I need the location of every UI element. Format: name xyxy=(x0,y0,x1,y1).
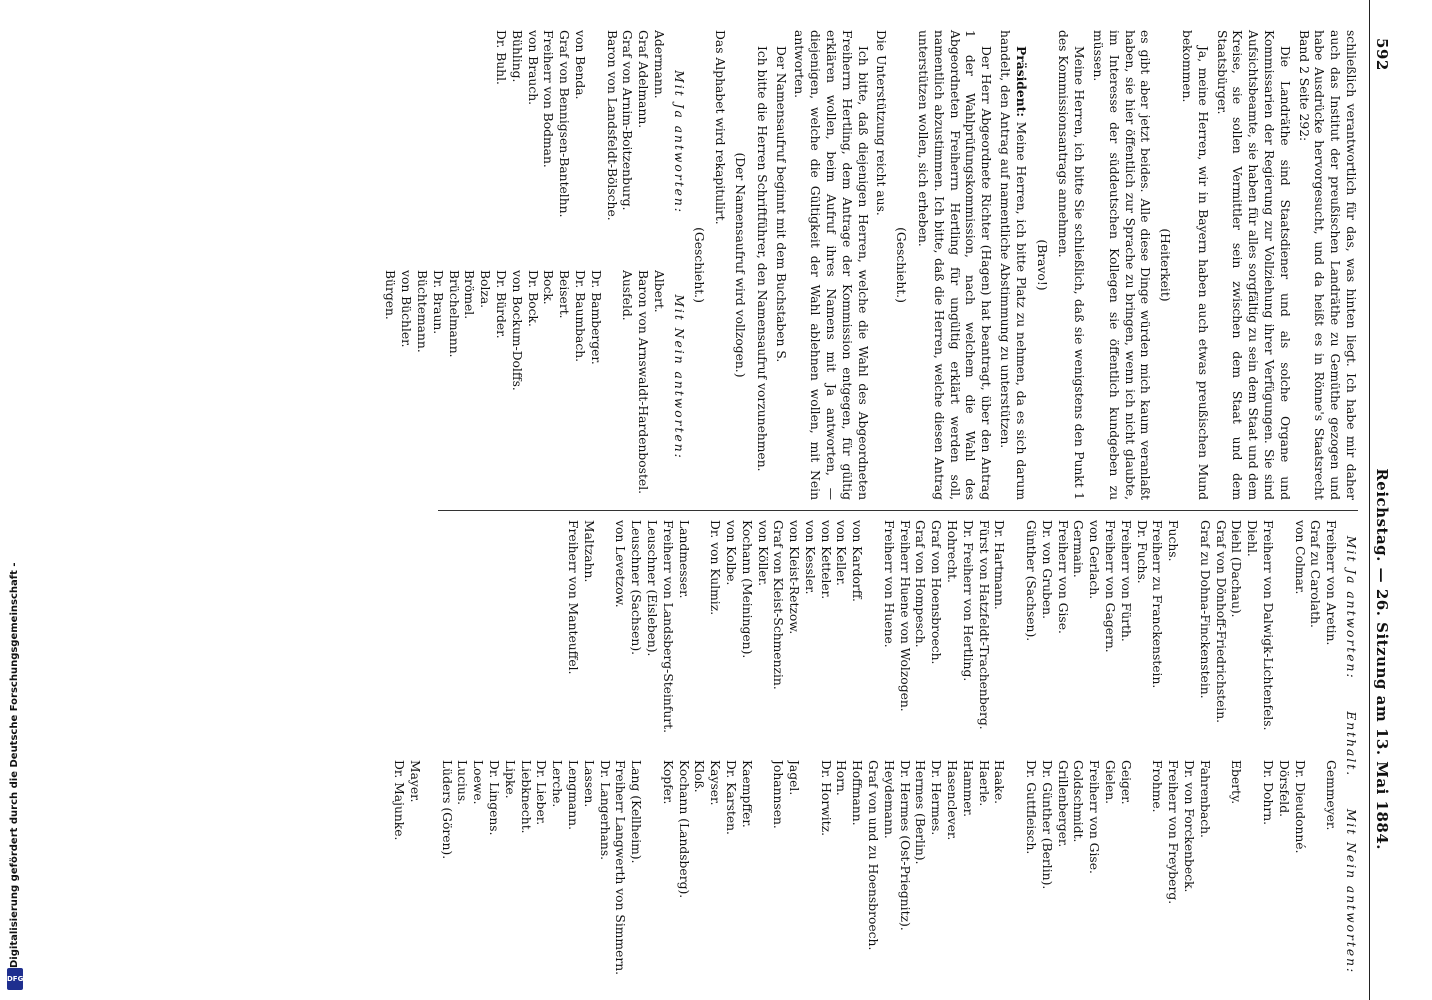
ja-name: Graf von Hoensbroech. xyxy=(929,520,944,665)
paragraph: Ich bitte, daß diejenigen Herren, welche die Wahl des Abgeordneten Freiherrn Hertling, dem Antrage der Kommission entgegen, für gültig erklären wollen, beim Aufruf ihres Namens mit Ja antworten, — diejenigen, welche die Gültigkeit der Wahl ablehnen wollen, mit Nein antworten. xyxy=(792,30,870,500)
page-title: Reichstag. — 26. Sitzung am 13. Mai 1884. xyxy=(1373,468,1391,850)
nein-name: Lipke. xyxy=(502,760,517,799)
nein-list xyxy=(382,270,666,500)
ja-name: Freiherr von Fürth. xyxy=(1118,520,1133,642)
ja-name: Dr. Buhl. xyxy=(493,30,508,85)
abstain-heading: Enthalt. xyxy=(1344,711,1358,778)
ja-list xyxy=(390,520,1338,750)
nein-name: Büchtemann. xyxy=(414,270,429,353)
nein-name: Dr. Dieudonné. xyxy=(1292,760,1307,854)
ja-name: von Kolbe. xyxy=(723,520,738,586)
ja-name: von Köller. xyxy=(755,520,770,587)
ja-name xyxy=(1006,520,1022,750)
nein-name: Dr. Baumbach. xyxy=(572,270,587,363)
page-header xyxy=(1369,0,1394,1000)
nein-list xyxy=(390,760,1338,990)
nein-name: Lang (Kellheim). xyxy=(629,760,644,864)
ja-name: Hohrecht. xyxy=(945,520,960,583)
nein-name xyxy=(1307,760,1323,990)
nein-name: Dr. Hermes (Ost-Priegnitz). xyxy=(897,760,912,931)
nein-name: Dr. Dohrn. xyxy=(1261,760,1276,826)
ja-name: Freiherr von Manteuffel. xyxy=(565,520,580,675)
nein-heading: Mit Nein antworten: xyxy=(671,294,686,460)
scanned-page-area xyxy=(40,0,1432,1000)
ja-name: Freiherr von Huene. xyxy=(881,520,896,648)
digitization-credit xyxy=(6,0,24,1000)
ja-name: von Gerlach. xyxy=(1087,520,1102,600)
ja-heading: Mit Ja antworten: xyxy=(671,70,686,214)
paragraph: schließlich verantwortlich für das, was hinten liegt. Ich habe mir daher auch das Institut der preußischen Landräthe zu Gemüthe gezogen und habe Ausdrücke hervorgesucht, und da heißt es in Rönne's Staatsrecht Band 2 Seite 292: xyxy=(1296,30,1358,500)
ja-name: von Ketteler. xyxy=(818,520,833,600)
left-column xyxy=(376,30,1358,500)
ja-name: Kochann (Meiningen). xyxy=(739,520,754,659)
nein-name: Kayser. xyxy=(708,760,723,806)
nein-name xyxy=(643,760,659,990)
ja-name: Graf Adelmann. xyxy=(636,30,651,129)
ja-name xyxy=(1275,520,1291,750)
ja-name: Dr. Fuchs. xyxy=(1134,520,1149,584)
right-column xyxy=(390,520,1358,990)
nein-name xyxy=(1212,760,1228,990)
ja-name: Freiherr zu Franckenstein. xyxy=(1150,520,1165,689)
nein-name: Gemmeyer. xyxy=(1324,760,1339,831)
nein-name: Lucius. xyxy=(455,760,470,806)
paragraph: Das Alphabet wird rekapitulirt. xyxy=(713,30,728,225)
ja-name: Graf zu Carolath. xyxy=(1308,520,1323,628)
nein-name: Dr. Karsten. xyxy=(723,760,738,835)
nein-name: Geiger. xyxy=(1118,760,1133,805)
nein-name: Loewe. xyxy=(471,760,486,805)
stage-direction: (Heiterkeit) xyxy=(1158,228,1173,302)
paragraph: Ich bitte die Herren Schriftführer, den Namensaufruf vorzunehmen. xyxy=(754,46,769,472)
ja-name: Dr. Freiherr von Hertling. xyxy=(960,520,975,682)
nein-name: Hermes (Berlin). xyxy=(913,760,928,865)
ja-name: Freiherr von Bodman. xyxy=(541,30,556,168)
nein-name: Dr. Horwitz. xyxy=(818,760,833,836)
ja-name: Dr. von Gruben. xyxy=(1039,520,1054,619)
ja-name: von Colmar. xyxy=(1292,520,1307,595)
ja-name: Dr. von Kulmiz. xyxy=(708,520,723,616)
ja-name: von Benda. xyxy=(572,30,587,100)
ja-name: Fürst von Hatzfeldt-Trachenberg. xyxy=(976,520,991,730)
vote-list-left xyxy=(382,30,686,500)
nein-name: Brömel. xyxy=(462,270,477,320)
ja-name xyxy=(587,30,603,260)
nein-name: Beisert. xyxy=(557,270,572,319)
nein-name: Dr. Guttfleisch. xyxy=(1024,760,1039,855)
credit-text: Digitalisierung gefördert durch die Deutsche Forschungsgemeinschaft - xyxy=(9,562,20,968)
ja-name: Germain. xyxy=(1071,520,1086,578)
ja-name: von Keller. xyxy=(834,520,849,586)
nein-name: von Büchler. xyxy=(399,270,414,348)
nein-name: Mayer. xyxy=(407,760,422,803)
ja-name: Graf von Arnim-Boitzenburg. xyxy=(620,30,635,211)
ja-name: Freiherr von Aretin. xyxy=(1324,520,1339,646)
page-number: 592 xyxy=(1373,38,1391,71)
nein-name: Lassen. xyxy=(581,760,596,808)
ja-name: Bühling. xyxy=(509,30,524,83)
nein-name xyxy=(801,760,817,990)
nein-name: Haerle. xyxy=(976,760,991,807)
nein-name xyxy=(1133,760,1149,990)
ja-name: Freiherr von Landsberg-Steinfurt. xyxy=(660,520,675,734)
ja-name: von Kessler. xyxy=(802,520,817,595)
ja-name: von Kardorff. xyxy=(850,520,865,602)
ja-name: von Levetzow. xyxy=(613,520,628,608)
stage-direction: (Geschieht.) xyxy=(691,227,706,303)
nein-name: Horn. xyxy=(834,760,849,796)
nein-name: Haake. xyxy=(992,760,1007,805)
nein-name xyxy=(1243,760,1259,990)
stage-direction: (Bravo!) xyxy=(1034,239,1049,291)
column-divider xyxy=(438,510,1358,511)
nein-name: Dr. Lieber. xyxy=(534,760,549,826)
vote-grid xyxy=(382,30,666,500)
nein-name: Kopfer. xyxy=(660,760,675,805)
nein-name: Freiherr Langwerth von Simmern. xyxy=(613,760,628,976)
nein-name: Dr. von Forckenbeck. xyxy=(1182,760,1197,893)
ja-name: Landmesser. xyxy=(676,520,691,599)
nein-name: Fahrenbach. xyxy=(1197,760,1212,838)
nein-name: Dr. Majunke. xyxy=(392,760,407,841)
ja-name: Leuschner (Sachsen). xyxy=(629,520,644,656)
nein-name: Dr. Günther (Berlin). xyxy=(1039,760,1054,890)
vote-headings xyxy=(1342,520,1358,990)
ja-name: Günther (Sachsen). xyxy=(1024,520,1039,642)
nein-heading: Mit Nein antworten: xyxy=(1344,808,1358,975)
nein-name: Dörsfeld. xyxy=(1276,760,1291,817)
nein-name: Freiherr von Freyberg. xyxy=(1166,760,1181,905)
ja-name: Freiherr von Dalwigk-Lichtenfels. xyxy=(1261,520,1276,731)
nein-name: Dr. Lingens. xyxy=(486,760,501,836)
nein-name: Dr. Bamberger. xyxy=(588,270,603,365)
president-speech xyxy=(996,30,1029,500)
stage-direction: (Der Namensaufruf wird vollzogen.) xyxy=(733,152,748,378)
nein-name xyxy=(754,760,770,990)
nein-name: Albert. xyxy=(651,270,666,313)
ja-name: Diehl. xyxy=(1245,520,1260,557)
ja-name xyxy=(691,520,707,750)
nein-name: Freiherr von Gise. xyxy=(1087,760,1102,874)
nein-name: Lengmann. xyxy=(565,760,580,830)
ja-name: Freiherr von Gagern. xyxy=(1103,520,1118,653)
ja-name xyxy=(864,520,880,750)
ja-name: Adermann. xyxy=(651,30,666,99)
nein-name: Ausfeld. xyxy=(620,270,635,321)
ja-name: Leuschner (Eisleben). xyxy=(644,520,659,657)
speaker-label: Präsident: xyxy=(1013,46,1029,117)
ja-name: Diehl (Dachau). xyxy=(1229,520,1244,618)
nein-name: Goldschmidt. xyxy=(1071,760,1086,843)
ja-name: Maltzahn. xyxy=(581,520,596,583)
nein-name: Johannsen. xyxy=(771,760,786,829)
ja-name xyxy=(1180,520,1196,750)
ja-name: Graf von Kleist-Schmenzin. xyxy=(771,520,786,690)
nein-name: Bürgen. xyxy=(383,270,398,320)
nein-name: Bolza. xyxy=(478,270,493,309)
nein-name: Heydemann. xyxy=(881,760,896,839)
nein-name: Kochann (Landsberg). xyxy=(676,760,691,899)
nein-name: Gielen. xyxy=(1103,760,1118,805)
paragraph: Der Herr Abgeordnete Richter (Hagen) hat beantragt, über den Antrag 1 der Wahlprüfungskommission, nach welchem die Wahl des Abgeordneten Freiherrn Hertling für ungültig erklärt werden soll, namentlich abzustimmen. Ich bitte, daß die Herren, welche diesen Antrag unterstützen wollen, sich erheben. xyxy=(916,30,994,500)
stage-direction: (Geschieht.) xyxy=(894,227,909,303)
ja-name: Graf von Bennigsen-Bantelhn. xyxy=(557,30,572,218)
nein-name: Kaempffer. xyxy=(739,760,754,828)
vote-grid xyxy=(390,520,1338,990)
ja-name: von Brauch. xyxy=(525,30,540,106)
nein-name: Hammer. xyxy=(960,760,975,818)
vote-headings xyxy=(670,30,686,500)
nein-name xyxy=(603,270,619,500)
ja-name: Baron von Landsfeldt-Bölsche. xyxy=(604,30,619,221)
paragraph: Ja, meine Herren, wir in Bayern haben auch etwas preußischen Mund bekommen. xyxy=(1180,30,1210,500)
paragraph: Meine Herren, ich bitte Sie schließlich, daß sie wenigstens den Punkt 1 des Kommissionsantrags annehmen. xyxy=(1056,30,1087,500)
ja-name: Freiherr Huene von Wolzogen. xyxy=(897,520,912,712)
nein-name: Grillenberger. xyxy=(1055,760,1070,848)
nein-name: Brüchelmann. xyxy=(446,270,461,358)
ja-name: Graf von Dönhoff-Friedrichstein. xyxy=(1213,520,1228,724)
ja-name: Graf zu Dohna-Finckenstein. xyxy=(1197,520,1212,699)
quote-paragraph: Die Landräthe sind Staatsdiener und als solche Organe und Kommissarien der Regierung zur Vollziehung ihrer Verfügungen. Sie sind Aufsichtsbeamte, sie haben für alles sorgfältig zu sein dem Staat und dem Kreise, sie sollen Vermittler sein zwischen dem Staat und dem Staatsbürger. xyxy=(1214,30,1292,500)
ja-name: Fuchs. xyxy=(1166,520,1181,562)
nein-name: Liebknecht. xyxy=(518,760,533,834)
nein-name: Graf von und zu Hoensbroech. xyxy=(866,760,881,951)
nein-name: Dr. Hermes. xyxy=(929,760,944,836)
nein-name: Lüders (Gören). xyxy=(439,760,454,860)
nein-name: Dr. Bock. xyxy=(525,270,540,327)
dfg-logo: DFG xyxy=(7,968,23,990)
nein-name xyxy=(422,760,438,990)
nein-name xyxy=(1006,760,1022,990)
ja-name: von Kleist-Retzow. xyxy=(787,520,802,635)
ja-heading: Mit Ja antworten: xyxy=(1344,535,1358,680)
nein-name: Hoffmann. xyxy=(850,760,865,826)
ja-name: Dr. Hartmann. xyxy=(992,520,1007,610)
nein-name: Frohme. xyxy=(1150,760,1165,813)
ja-list xyxy=(382,30,666,260)
nein-name: Hasenclever. xyxy=(945,760,960,841)
ja-name: Graf von Hompesch. xyxy=(913,520,928,648)
paragraph: Die Unterstützung reicht aus. xyxy=(874,30,889,216)
nein-name: Eberty. xyxy=(1229,760,1244,805)
ja-name: Freiherr von Gise. xyxy=(1055,520,1070,634)
nein-name: Bock. xyxy=(541,270,556,305)
ja-name xyxy=(596,520,612,750)
nein-name: Dr. Langerhans. xyxy=(597,760,612,861)
paragraph: Der Namensaufruf beginnt mit dem Buchstaben S. xyxy=(773,46,788,363)
rotated-page xyxy=(72,0,1402,1000)
nein-name: Dr. Bürder. xyxy=(493,270,508,339)
nein-name: Lerche. xyxy=(550,760,565,808)
paragraph: es gibt aber jetzt beides. Alle diese Dinge würden mich kaum veranlaßt haben, sie hier öffentlich zur Sprache zu bringen, wenn ich nicht glaubte, im Interesse der süddeutschen Kollegen sie öffentlich kundgeben zu müssen. xyxy=(1091,30,1153,500)
nein-name: Baron von Arnswaldt-Hardenbostel. xyxy=(636,270,651,495)
nein-name: Dr. Braun. xyxy=(430,270,445,335)
nein-name: Jagel. xyxy=(787,760,802,796)
nein-name: Kloß. xyxy=(692,760,707,793)
speech-text: Meine Herren, ich bitte Platz zu nehmen, da es sich darum handelt, den Antrag auf namentliche Abstimmung zu unterstützen. xyxy=(998,30,1028,500)
nein-name: von Bockum-Dolffs. xyxy=(509,270,524,391)
